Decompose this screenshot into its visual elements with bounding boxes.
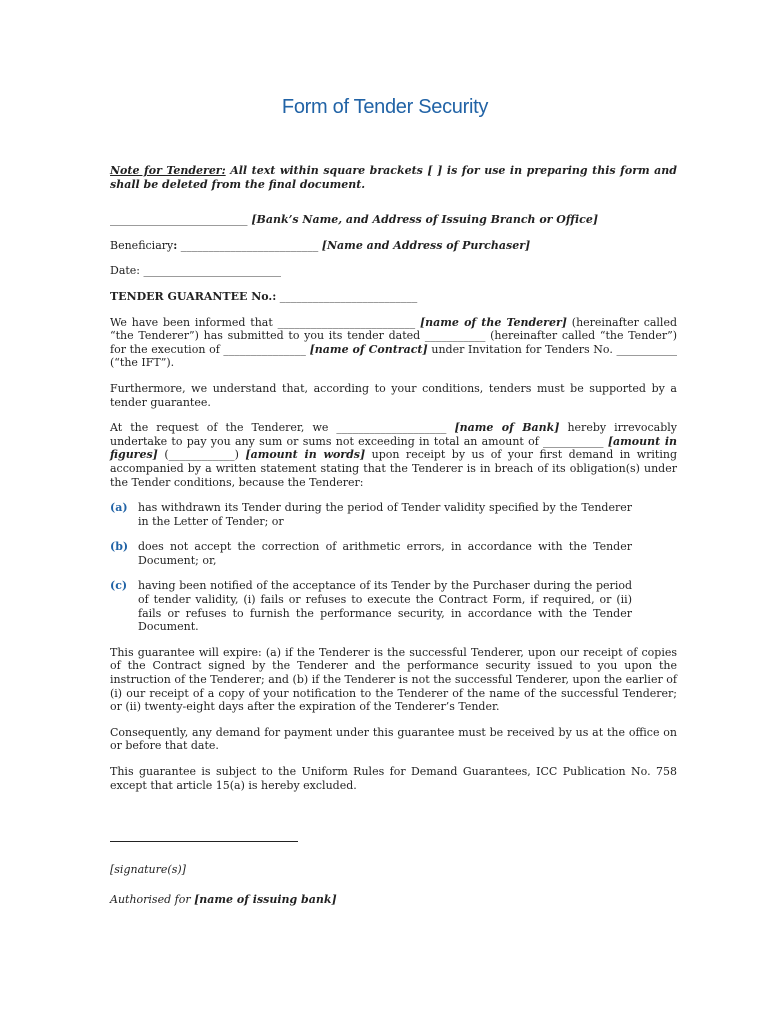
- list-item: [110, 540, 677, 567]
- note-label: Note for Tenderer:: [110, 164, 226, 177]
- list-item: [110, 579, 677, 633]
- note-text: All text within square brackets [ ] is for use in preparing this form and shall be deleted from the final document.: [110, 164, 677, 191]
- guarantee-number-line: [110, 290, 677, 304]
- paragraph-informed: [110, 316, 677, 370]
- date-line: [110, 264, 677, 278]
- guarantee-number-blank: _________________________: [276, 289, 418, 303]
- authorised-hint: [name of issuing bank]: [194, 893, 337, 906]
- p1-contract-hint: [name of Contract]: [309, 342, 428, 356]
- paragraph-expiry: This guarantee will expire: (a) if the Tenderer is the successful Tenderer, upon our receipt of copies of the Contract signed by the Tenderer and the performance security issued to you upon the instruction of the Tenderer; and (b) if the Tenderer is not the successful Tenderer, upon the earlier of (i) our receipt of a copy of your notification to the Tenderer of the name of the successful Tenderer; or (ii) twenty-eight days after the expiration of the Tenderer’s Tender.: [110, 645, 677, 714]
- p1-text-a: We have been informed that _________________________: [110, 315, 420, 329]
- paragraph-request: [110, 421, 677, 489]
- bank-blank: _________________________: [110, 213, 248, 227]
- list-item-label: (c): [110, 579, 128, 593]
- p3-text-g: upon receipt by us of your first demand in writing accompanied by a written statement stating that the Tenderer is in breach of its obligation(s) under the Tender conditions, because the Tenderer:: [110, 448, 677, 489]
- signature-line: [110, 841, 298, 842]
- page-title: Form of Tender Security: [281, 96, 489, 118]
- signature-label: [signature(s)]: [110, 863, 186, 876]
- note-for-tenderer: [110, 164, 677, 191]
- document-body: [110, 164, 677, 804]
- beneficiary-line: [110, 239, 677, 253]
- paragraph-furthermore: Furthermore, we understand that, according to your conditions, tenders must be supported by a tender guarantee.: [110, 381, 677, 409]
- authorised-line: [110, 893, 337, 906]
- list-item-label: (b): [110, 540, 129, 554]
- paragraph-consequently: Consequently, any demand for payment under this guarantee must be received by us at the office on or before that date.: [110, 725, 677, 753]
- p1-text-e: under Invitation for Tenders No. ___________ (“the IFT”).: [110, 342, 677, 370]
- list-item-text: has withdrawn its Tender during the period of Tender validity specified by the Tenderer in the Letter of Tender; or: [138, 501, 632, 528]
- list-item-text: having been notified of the acceptance of its Tender by the Purchaser during the period of tender validity, (i) fails or refuses to execute the Contract Form, if required, or (ii) fails or refuses to furnish the performance security, in accordance with the Tender Document.: [138, 579, 632, 634]
- beneficiary-colon: :: [173, 238, 178, 252]
- bank-line: [110, 213, 677, 227]
- p1-text-c: (hereinafter called “the Tenderer”) has submitted to you its tender dated ___________ (hereinafter called “the Tender”) for the execution of _______________: [110, 315, 677, 356]
- p3-figures-hint: [amount in figures]: [110, 434, 677, 462]
- bank-label: [Bank’s Name, and Address of Issuing Branch or Office]: [247, 213, 599, 227]
- p3-text-e: (____________): [157, 448, 246, 462]
- beneficiary-hint: [Name and Address of Purchaser]: [321, 238, 531, 252]
- p1-tenderer-hint: [name of the Tenderer]: [419, 315, 567, 329]
- p3-bank-hint: [name of Bank]: [454, 421, 560, 435]
- date-blank: _________________________: [143, 264, 282, 278]
- authorised-label: Authorised for: [110, 893, 195, 906]
- p3-text-c: hereby irrevocably undertake to pay you any sum or sums not exceeding in total an amount of ___________: [110, 421, 677, 448]
- list-item-text: does not accept the correction of arithmetic errors, in accordance with the Tender Document; or,: [138, 540, 632, 567]
- p3-words-hint: [amount in words]: [245, 448, 366, 462]
- list-item: [110, 501, 677, 528]
- beneficiary-label: Beneficiary: [110, 238, 174, 252]
- p3-text-a: At the request of the Tenderer, we ____________________: [110, 421, 455, 435]
- beneficiary-blank: _________________________: [177, 238, 322, 252]
- list-item-label: (a): [110, 501, 128, 515]
- paragraph-urdg: This guarantee is subject to the Uniform Rules for Demand Guarantees, ICC Publication No. 758 except that article 15(a) is hereby excluded.: [110, 765, 677, 792]
- guarantee-number-label: TENDER GUARANTEE No.:: [110, 289, 277, 303]
- date-label: Date:: [110, 264, 144, 278]
